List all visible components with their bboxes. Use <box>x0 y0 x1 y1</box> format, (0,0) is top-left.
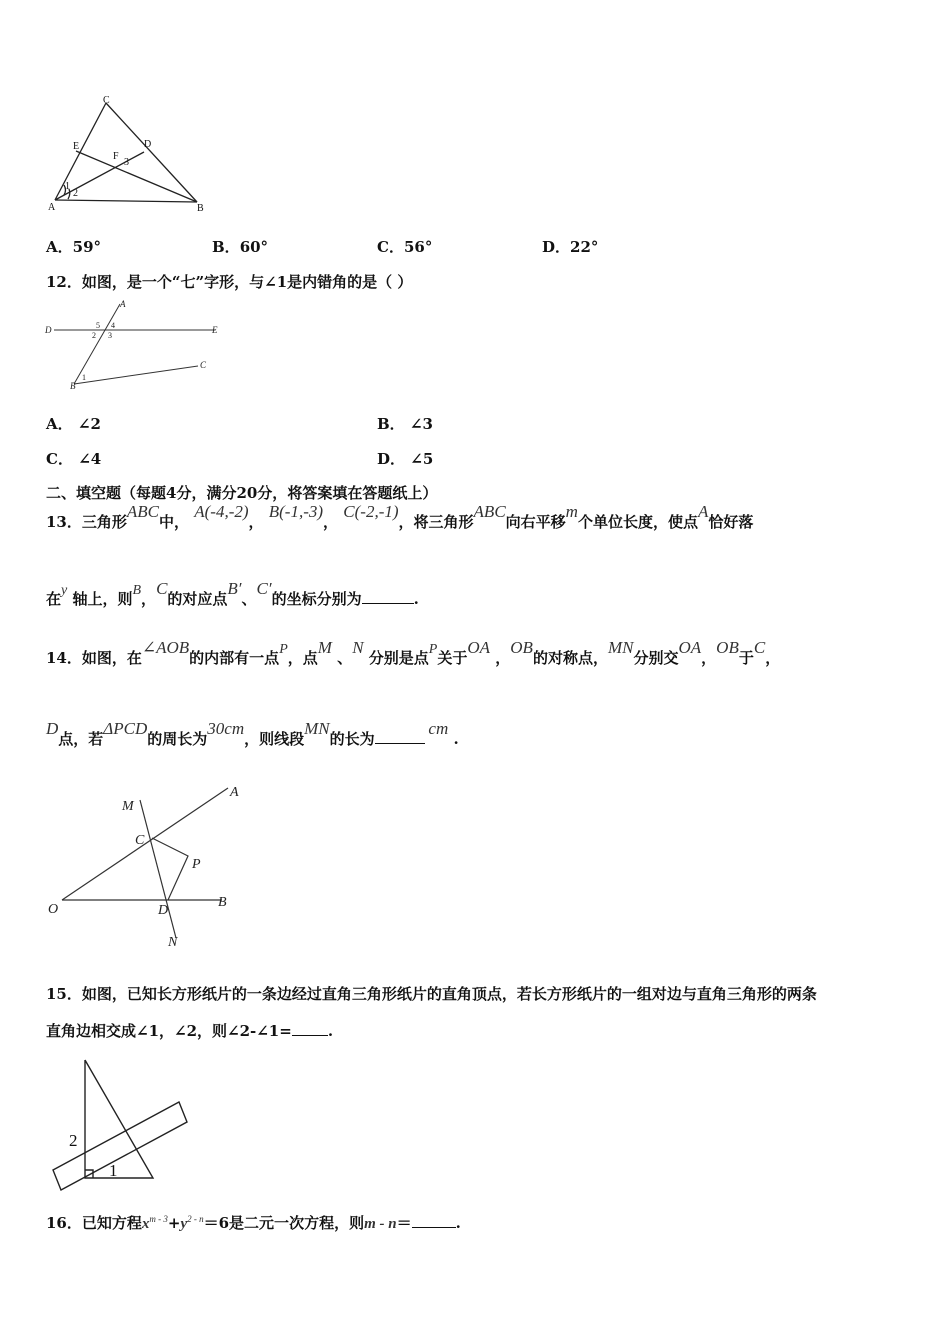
q11-label-3: 3 <box>124 157 129 168</box>
q14-label-c: C <box>135 833 145 848</box>
q15-answer-blank[interactable] <box>292 1023 328 1036</box>
q15-figure <box>45 1058 195 1193</box>
q12-question: 12．如图，是一个“七”字形，与∠1是内错角的是（ ） <box>46 273 413 291</box>
section-2-title: 二、填空题（每题4分，满分20分，将答案填在答题纸上） <box>46 484 438 502</box>
q14-line1: 14．如图，在∠AOB的内部有一点P，点M 、N 分别是点P关于OA ，OB的对称点，MN分别交OA，OB于C， <box>46 638 781 667</box>
q14-label-a: A <box>230 785 239 800</box>
q11-label-e: E <box>73 141 80 152</box>
q16-question: 16．已知方程$x^{m - 3}+y^{2 - n}=6$是二元一次方程，则m - n＝ . <box>46 1214 461 1232</box>
q14-figure <box>40 778 255 950</box>
q11-label-f: F <box>113 151 119 162</box>
q12-label-a: A <box>120 299 126 309</box>
q12-label-3: 3 <box>108 331 112 340</box>
q14-label-o: O <box>48 902 59 917</box>
q15-line1: 15．如图，已知长方形纸片的一条边经过直角三角形纸片的直角顶点，若长方形纸片的一组对边与直角三角形的两条 <box>46 985 817 1003</box>
q14-label-n: N <box>168 935 178 950</box>
q11-option-b[interactable]: B．60° <box>212 238 269 256</box>
q12-option-d[interactable]: D． ∠5 <box>377 450 434 468</box>
q12-label-b: B <box>70 381 76 390</box>
q12-label-d: D <box>45 325 52 335</box>
q14-label-m: M <box>122 799 134 814</box>
q13-line1: 13．三角形ABC中， A(-4,-2)， B(-1,-3)， C(-2,-1)，将三角形ABC向右平移m个单位长度，使点A恰好落 <box>46 502 754 531</box>
q13-answer-blank[interactable] <box>362 591 414 604</box>
q11-label-d: D <box>144 139 152 150</box>
q12-label-4: 4 <box>111 321 115 330</box>
q15-line2: 直角边相交成∠1，∠2，则∠2-∠1= . <box>46 1022 334 1040</box>
q15-label-1: 1 <box>109 1161 118 1180</box>
q12-label-e: E <box>212 325 218 335</box>
q12-figure <box>40 298 230 390</box>
q12-option-c[interactable]: C． ∠4 <box>46 450 102 468</box>
q15-label-2: 2 <box>69 1131 78 1150</box>
q12-label-1: 1 <box>82 373 86 382</box>
q12-label-2: 2 <box>92 331 96 340</box>
q11-option-d[interactable]: D．22° <box>542 238 599 256</box>
q14-label-p: P <box>192 857 201 872</box>
q16-answer-blank[interactable] <box>412 1215 456 1228</box>
q12-label-c: C <box>200 360 207 370</box>
q11-option-c[interactable]: C．56° <box>377 238 433 256</box>
q14-answer-blank[interactable] <box>375 731 425 744</box>
q11-label-c: C <box>103 95 110 106</box>
q12-option-b[interactable]: B． ∠3 <box>377 415 433 433</box>
q11-label-b: B <box>197 203 204 214</box>
q14-label-b: B <box>218 895 227 910</box>
q14-label-d: D <box>158 903 169 918</box>
q12-label-5: 5 <box>96 321 100 330</box>
q11-label-2: 2 <box>73 188 78 199</box>
q12-option-a[interactable]: A． ∠2 <box>46 415 101 433</box>
q11-triangle-figure <box>40 95 215 220</box>
q13-line2: 在y 轴上，则B，C的对应点B′、C′的坐标分别为 . <box>46 579 419 608</box>
q14-line2: D点，若ΔPCD的周长为30cm，则线段MN的长为 cm . <box>46 719 459 748</box>
q11-option-a[interactable]: A．59° <box>46 238 102 256</box>
q11-label-1: 1 <box>65 181 70 192</box>
q11-label-a: A <box>48 202 56 213</box>
